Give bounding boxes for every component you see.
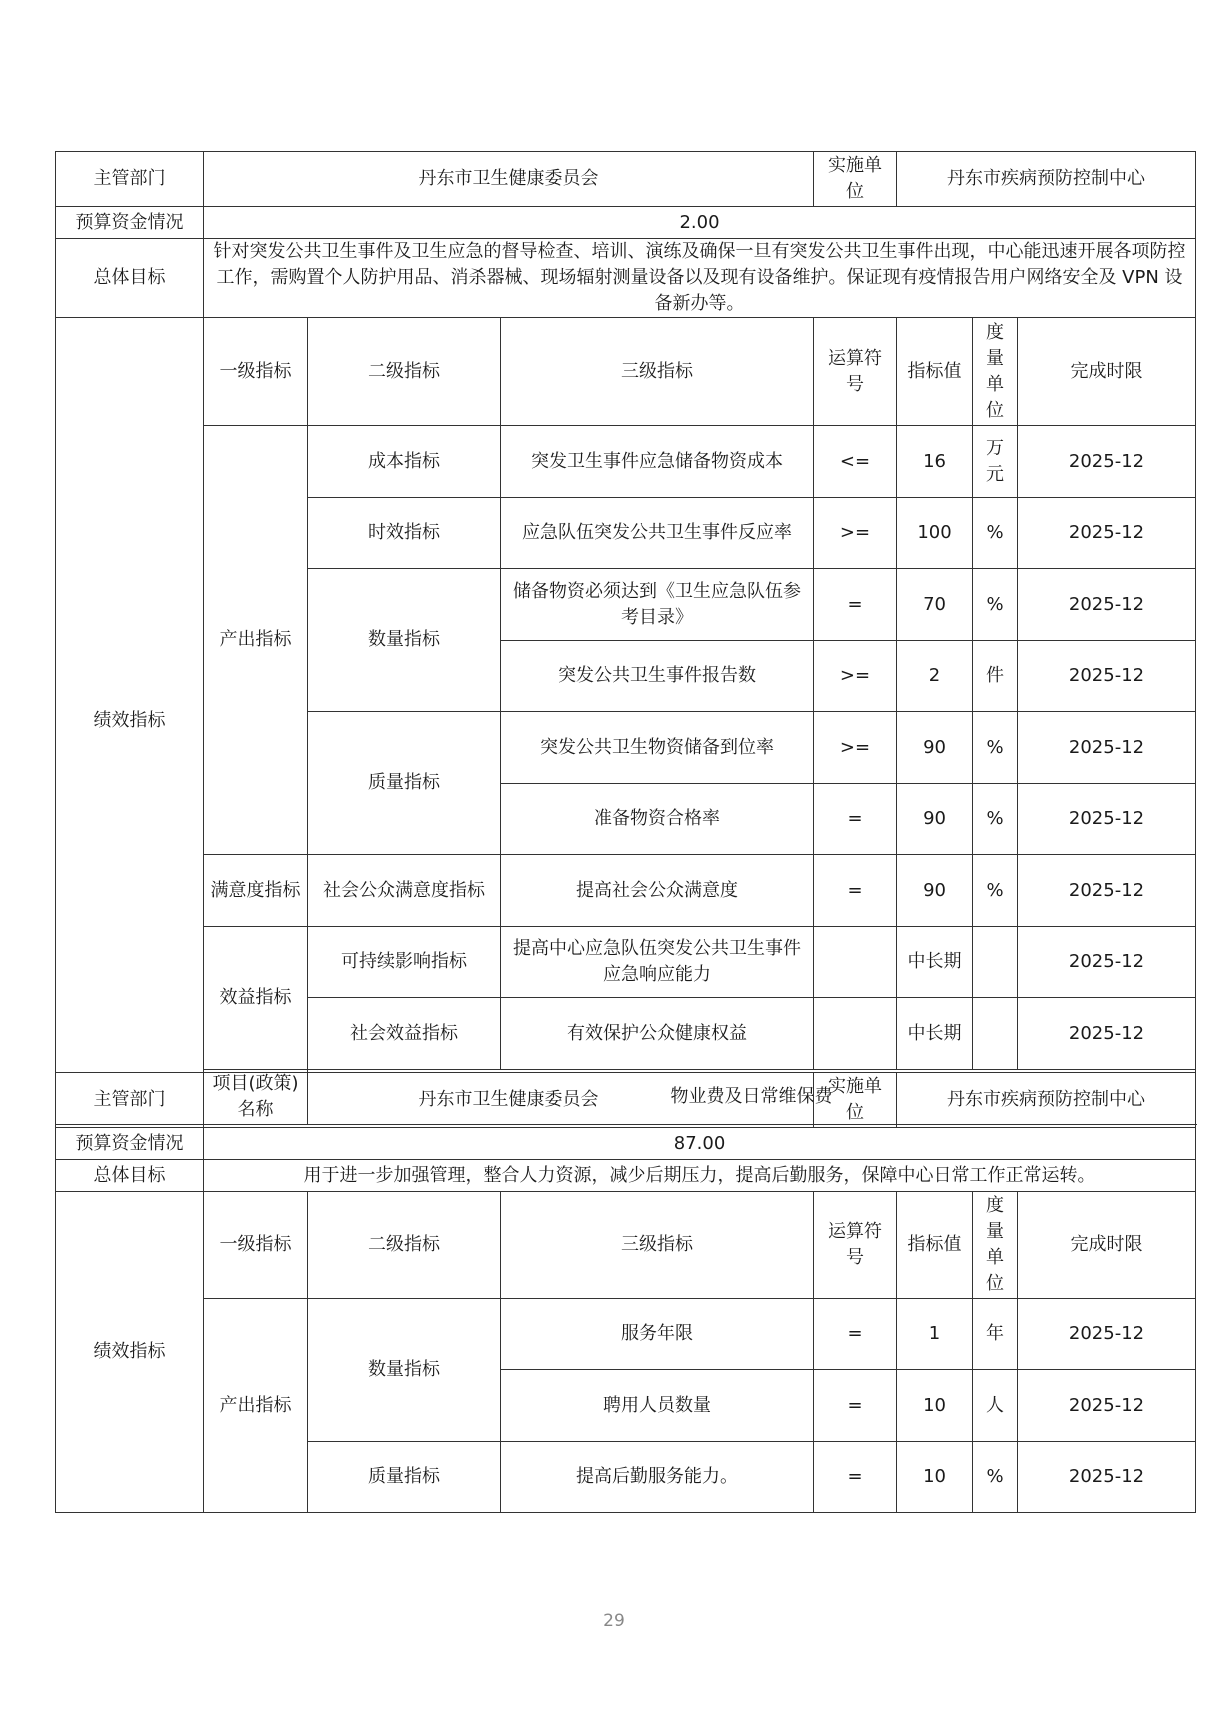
value-cell: 10	[897, 1370, 973, 1442]
header-unit: 度量单位	[973, 1192, 1018, 1299]
deadline-cell: 2025-12	[1018, 641, 1196, 712]
unit-cell: %	[973, 1442, 1018, 1513]
l3-cell: 提高社会公众满意度	[501, 855, 814, 927]
deadline-cell: 2025-12	[1018, 1299, 1196, 1370]
l3-cell: 储备物资必须达到《卫生应急队伍参考目录》	[501, 569, 814, 641]
deadline-cell: 2025-12	[1018, 1442, 1196, 1513]
header-deadline: 完成时限	[1018, 1192, 1196, 1299]
value-cell: 1	[897, 1299, 973, 1370]
operator-cell: >=	[814, 641, 897, 712]
header-value: 指标值	[897, 318, 973, 426]
l2-social: 社会效益指标	[308, 998, 501, 1070]
l1-benefit: 效益指标	[204, 927, 308, 1070]
budget-label: 预算资金情况	[56, 207, 204, 239]
perf-label: 绩效指标	[56, 1192, 204, 1513]
operator-cell: =	[814, 569, 897, 641]
performance-table-project1	[55, 151, 1196, 1125]
project-name-label: 项目(政策)名称	[204, 1070, 308, 1125]
impl-unit-label: 实施单位	[814, 152, 897, 207]
budget-value: 2.00	[204, 207, 1196, 239]
deadline-cell: 2025-12	[1018, 855, 1196, 927]
header-operator: 运算符号	[814, 318, 897, 426]
l3-cell: 突发公共卫生事件报告数	[501, 641, 814, 712]
value-cell: 90	[897, 712, 973, 784]
unit-cell: %	[973, 784, 1018, 855]
goal-label: 总体目标	[56, 1160, 204, 1192]
dept-value: 丹东市卫生健康委员会	[204, 152, 814, 207]
l3-cell: 准备物资合格率	[501, 784, 814, 855]
value-cell: 中长期	[897, 998, 973, 1070]
operator-cell: =	[814, 1299, 897, 1370]
header-level1: 一级指标	[204, 1192, 308, 1299]
page-number: 29	[603, 1611, 625, 1631]
unit-cell: 万元	[973, 426, 1018, 498]
l2-quality: 质量指标	[308, 712, 501, 855]
dept-label: 主管部门	[56, 1073, 204, 1128]
l2-sustain: 可持续影响指标	[308, 927, 501, 998]
l1-output: 产出指标	[204, 426, 308, 855]
header-operator: 运算符号	[814, 1192, 897, 1299]
dept-label: 主管部门	[56, 152, 204, 207]
value-cell: 10	[897, 1442, 973, 1513]
operator-cell: =	[814, 1442, 897, 1513]
operator-cell	[814, 927, 897, 998]
l2-public: 社会公众满意度指标	[308, 855, 501, 927]
value-cell: 16	[897, 426, 973, 498]
perf-label: 绩效指标	[56, 318, 204, 1125]
deadline-cell: 2025-12	[1018, 426, 1196, 498]
value-cell: 90	[897, 855, 973, 927]
operator-cell	[814, 998, 897, 1070]
impl-unit-value: 丹东市疾病预防控制中心	[897, 152, 1196, 207]
value-cell: 2	[897, 641, 973, 712]
value-cell: 70	[897, 569, 973, 641]
impl-unit-value: 丹东市疾病预防控制中心	[897, 1073, 1196, 1128]
header-deadline: 完成时限	[1018, 318, 1196, 426]
operator-cell: =	[814, 855, 897, 927]
l2-cost: 成本指标	[308, 426, 501, 498]
value-cell: 90	[897, 784, 973, 855]
goal-value: 针对突发公共卫生事件及卫生应急的督导检查、培训、演练及确保一旦有突发公共卫生事件出现，中心能迅速开展各项防控工作，需购置个人防护用品、消杀器械、现场辐射测量设备以及现有设备维护。保证现有疫情报告用户网络安全及 VPN 设备新办等。	[204, 239, 1196, 318]
value-cell: 100	[897, 498, 973, 569]
l2-quality: 质量指标	[308, 1442, 501, 1513]
header-level3: 三级指标	[501, 318, 814, 426]
impl-unit-label: 实施单位	[814, 1073, 897, 1128]
unit-cell: %	[973, 855, 1018, 927]
header-level3: 三级指标	[501, 1192, 814, 1299]
deadline-cell: 2025-12	[1018, 569, 1196, 641]
deadline-cell: 2025-12	[1018, 1370, 1196, 1442]
header-value: 指标值	[897, 1192, 973, 1299]
unit-cell: 件	[973, 641, 1018, 712]
deadline-cell: 2025-12	[1018, 998, 1196, 1070]
header-level1: 一级指标	[204, 318, 308, 426]
header-level2: 二级指标	[308, 1192, 501, 1299]
operator-cell: >=	[814, 712, 897, 784]
unit-cell: %	[973, 498, 1018, 569]
goal-value: 用于进一步加强管理，整合人力资源，减少后期压力，提高后勤服务，保障中心日常工作正常运转。	[204, 1160, 1196, 1192]
l1-output: 产出指标	[204, 1299, 308, 1513]
operator-cell: >=	[814, 498, 897, 569]
deadline-cell: 2025-12	[1018, 498, 1196, 569]
header-unit: 度量单位	[973, 318, 1018, 426]
unit-cell: %	[973, 569, 1018, 641]
dept-value: 丹东市卫生健康委员会	[204, 1073, 814, 1128]
unit-cell	[973, 998, 1018, 1070]
l3-cell: 提高后勤服务能力。	[501, 1442, 814, 1513]
operator-cell: <=	[814, 426, 897, 498]
l3-cell: 应急队伍突发公共卫生事件反应率	[501, 498, 814, 569]
unit-cell: 人	[973, 1370, 1018, 1442]
unit-cell: %	[973, 712, 1018, 784]
l3-cell: 聘用人员数量	[501, 1370, 814, 1442]
performance-table-project2	[55, 1072, 1196, 1513]
l2-quantity: 数量指标	[308, 569, 501, 712]
deadline-cell: 2025-12	[1018, 927, 1196, 998]
deadline-cell: 2025-12	[1018, 712, 1196, 784]
goal-label: 总体目标	[56, 239, 204, 318]
l1-satisfaction: 满意度指标	[204, 855, 308, 927]
l3-cell: 有效保护公众健康权益	[501, 998, 814, 1070]
l2-timeliness: 时效指标	[308, 498, 501, 569]
l2-quantity: 数量指标	[308, 1299, 501, 1442]
l3-cell: 突发公共卫生物资储备到位率	[501, 712, 814, 784]
value-cell: 中长期	[897, 927, 973, 998]
header-level2: 二级指标	[308, 318, 501, 426]
operator-cell: =	[814, 1370, 897, 1442]
deadline-cell: 2025-12	[1018, 784, 1196, 855]
unit-cell: 年	[973, 1299, 1018, 1370]
l3-cell: 服务年限	[501, 1299, 814, 1370]
unit-cell	[973, 927, 1018, 998]
budget-value: 87.00	[204, 1128, 1196, 1160]
operator-cell: =	[814, 784, 897, 855]
project-name-value: 物业费及日常维保费	[308, 1070, 1196, 1125]
l3-cell: 提高中心应急队伍突发公共卫生事件应急响应能力	[501, 927, 814, 998]
l3-cell: 突发卫生事件应急储备物资成本	[501, 426, 814, 498]
budget-label: 预算资金情况	[56, 1128, 204, 1160]
